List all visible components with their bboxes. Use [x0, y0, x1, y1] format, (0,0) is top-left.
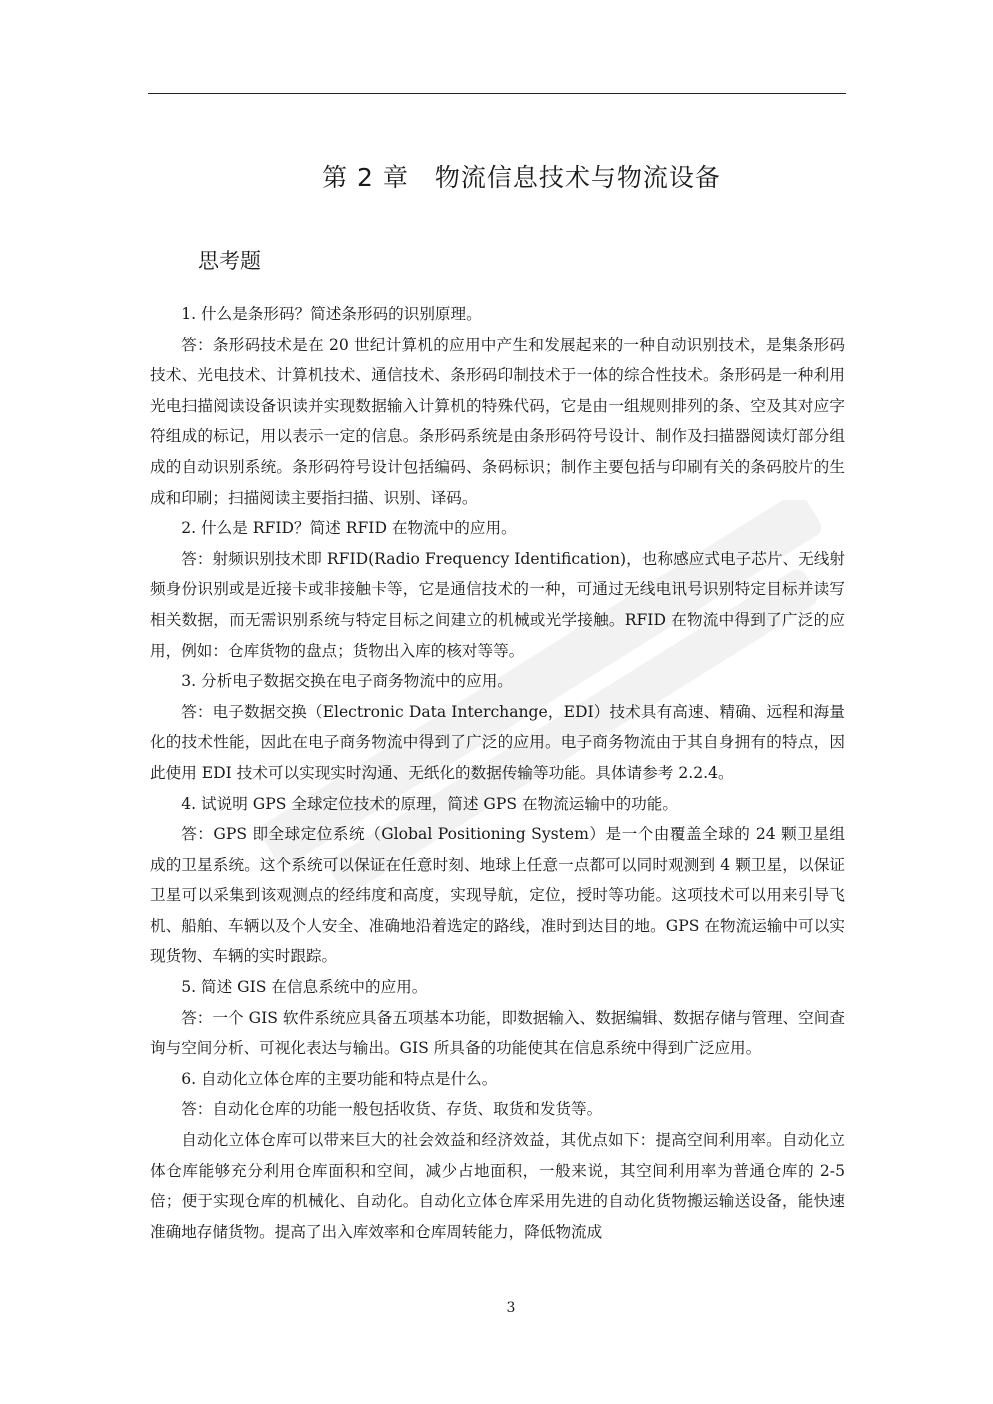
question-4: 4. 试说明 GPS 全球定位技术的原理，简述 GPS 在物流运输中的功能。	[181, 794, 678, 813]
answer-1: 答：条形码技术是在 20 世纪计算机的应用中产生和发展起来的一种自动识别技术，是集条形码技术、光电技术、计算机技术、通信技术、条形码印制技术于一体的综合性技术。条形码是一种利用光电扫描阅读设备识读并实现数据输入计算机的特殊代码，它是由一组规则排列的条、空及其对应字符组成的标记，用以表示一定的信息。条形码系统是由条形码符号设计、制作及扫描器阅读灯部分组成的自动识别系统。条形码符号设计包括编码、条码标识；制作主要包括与印刷有关的条码胶片的生成和印刷；扫描阅读主要指扫描、识别、译码。	[150, 335, 845, 507]
question-3: 3. 分析电子数据交换在电子商务物流中的应用。	[181, 672, 513, 691]
question-2: 2. 什么是 RFID？简述 RFID 在物流中的应用。	[181, 519, 517, 538]
question-6: 6. 自动化立体仓库的主要功能和特点是什么。	[181, 1069, 498, 1088]
header-rule	[148, 93, 846, 94]
answer-6: 答：自动化仓库的功能一般包括收货、存货、取货和发货等。	[181, 1100, 603, 1119]
answer-5: 答：一个 GIS 软件系统应具备五项基本功能，即数据输入、数据编辑、数据存储与管理、空间查询与空间分析、可视化表达与输出。GIS 所具备的功能使其在信息系统中得到广泛应用。	[150, 1008, 845, 1058]
question-5: 5. 简述 GIS 在信息系统中的应用。	[181, 978, 428, 997]
body-text	[150, 299, 845, 1247]
question-1: 1. 什么是条形码？简述条形码的识别原理。	[181, 305, 482, 323]
section-title: 思考题	[198, 249, 261, 273]
chapter-title: 第 2 章 物流信息技术与物流设备	[322, 163, 721, 192]
answer-6-continued: 自动化立体仓库可以带来巨大的社会效益和经济效益，其优点如下：提高空间利用率。自动化立体仓库能够充分利用仓库面积和空间，减少占地面积，一般来说，其空间利用率为普通仓库的 2-5 倍；便于实现仓库的机械化、自动化。自动化立体仓库采用先进的自动化货物搬运输送设备，能快速准确地存储货物。提高了出入库效率和仓库周转能力，降低物流成	[150, 1131, 845, 1241]
answer-3: 答：电子数据交换（Electronic Data Interchange，EDI）技术具有高速、精确、远程和海量化的技术性能，因此在电子商务物流中得到了广泛的应用。电子商务物流由于其自身拥有的特点，因此使用 EDI 技术可以实现实时沟通、无纸化的数据传输等功能。具体请参考 2.2.4。	[150, 702, 845, 782]
page-number: 3	[506, 1300, 516, 1316]
answer-4: 答：GPS 即全球定位系统（Global Positioning System）是一个由覆盖全球的 24 颗卫星组成的卫星系统。这个系统可以保证在任意时刻、地球上任意一点都可以同时观测到 4 颗卫星，以保证卫星可以采集到该观测点的经纬度和高度，实现导航，定位，授时等功能。这项技术可以用来引导飞机、船舶、车辆以及个人安全、准确地沿着选定的路线，准时到达目的地。GPS 在物流运输中可以实现货物、车辆的实时跟踪。	[150, 825, 845, 966]
answer-2: 答：射频识别技术即 RFID(Radio Frequency Identification)，也称感应式电子芯片、无线射频身份识别或是近接卡或非接触卡等，它是通信技术的一种，可通过无线电讯号识别特定目标并读写相关数据，而无需识别系统与特定目标之间建立的机械或光学接触。RFID 在物流中得到了广泛的应用，例如：仓库货物的盘点；货物出入库的核对等等。	[150, 549, 845, 660]
